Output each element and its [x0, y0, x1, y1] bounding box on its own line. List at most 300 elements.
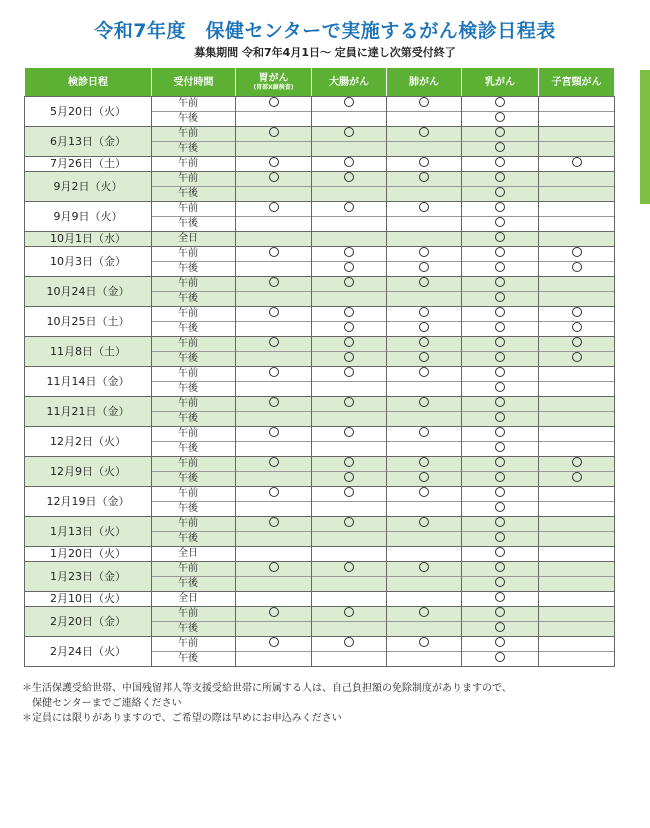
available-mark-icon	[344, 487, 354, 497]
availability-cell	[462, 607, 539, 622]
reception-time: 午後	[152, 352, 236, 367]
reception-time: 午後	[152, 382, 236, 397]
availability-cell	[236, 217, 312, 232]
availability-cell	[387, 172, 462, 187]
availability-cell	[462, 442, 539, 457]
available-mark-icon	[495, 337, 505, 347]
availability-cell	[539, 262, 615, 277]
available-mark-icon	[495, 622, 505, 632]
schedule-date: 6月13日（金）	[25, 127, 152, 157]
availability-cell	[539, 112, 615, 127]
availability-cell	[387, 517, 462, 532]
availability-cell	[539, 622, 615, 637]
availability-cell	[462, 292, 539, 307]
available-mark-icon	[269, 562, 279, 572]
availability-cell	[387, 487, 462, 502]
availability-cell	[539, 367, 615, 382]
availability-cell	[462, 307, 539, 322]
availability-cell	[236, 277, 312, 292]
availability-cell	[539, 127, 615, 142]
availability-cell	[462, 337, 539, 352]
availability-cell	[387, 607, 462, 622]
available-mark-icon	[572, 157, 582, 167]
schedule-body	[25, 97, 615, 667]
available-mark-icon	[495, 382, 505, 392]
schedule-date: 9月9日（火）	[25, 202, 152, 232]
available-mark-icon	[344, 277, 354, 287]
availability-cell	[236, 142, 312, 157]
availability-cell	[236, 127, 312, 142]
reception-time: 全日	[152, 592, 236, 607]
availability-cell	[312, 292, 387, 307]
availability-cell	[312, 97, 387, 112]
available-mark-icon	[495, 232, 505, 242]
availability-cell	[387, 382, 462, 397]
available-mark-icon	[419, 517, 429, 527]
available-mark-icon	[495, 637, 505, 647]
table-row	[25, 637, 615, 652]
availability-cell	[462, 247, 539, 262]
table-row	[25, 127, 615, 142]
availability-cell	[312, 622, 387, 637]
availability-cell	[312, 457, 387, 472]
available-mark-icon	[419, 352, 429, 362]
table-row	[25, 337, 615, 352]
schedule-date: 2月20日（金）	[25, 607, 152, 637]
available-mark-icon	[419, 457, 429, 467]
availability-cell	[387, 337, 462, 352]
availability-cell	[539, 232, 615, 247]
schedule-date: 12月2日（火）	[25, 427, 152, 457]
availability-cell	[539, 427, 615, 442]
availability-cell	[312, 652, 387, 667]
available-mark-icon	[495, 577, 505, 587]
availability-cell	[539, 502, 615, 517]
reception-time: 午前	[152, 247, 236, 262]
availability-cell	[387, 232, 462, 247]
availability-cell	[312, 592, 387, 607]
schedule-date: 10月3日（金）	[25, 247, 152, 277]
availability-cell	[462, 517, 539, 532]
available-mark-icon	[495, 322, 505, 332]
availability-cell	[387, 142, 462, 157]
availability-cell	[387, 262, 462, 277]
available-mark-icon	[495, 172, 505, 182]
availability-cell	[539, 337, 615, 352]
header-stomach-label: 胃がん	[258, 72, 289, 84]
schedule-date: 5月20日（火）	[25, 97, 152, 127]
available-mark-icon	[269, 172, 279, 182]
availability-cell	[462, 487, 539, 502]
availability-cell	[539, 187, 615, 202]
reception-time: 午前	[152, 457, 236, 472]
available-mark-icon	[419, 607, 429, 617]
availability-cell	[539, 487, 615, 502]
availability-cell	[312, 607, 387, 622]
reception-time: 午後	[152, 652, 236, 667]
available-mark-icon	[344, 247, 354, 257]
reception-time: 午後	[152, 502, 236, 517]
available-mark-icon	[419, 337, 429, 347]
available-mark-icon	[344, 472, 354, 482]
available-mark-icon	[419, 367, 429, 377]
available-mark-icon	[269, 367, 279, 377]
reception-time: 午前	[152, 172, 236, 187]
schedule-date: 11月8日（土）	[25, 337, 152, 367]
availability-cell	[539, 577, 615, 592]
availability-cell	[312, 367, 387, 382]
available-mark-icon	[495, 112, 505, 122]
availability-cell	[312, 217, 387, 232]
available-mark-icon	[419, 247, 429, 257]
note-exemption: ＊生活保護受給世帯、中国残留邦人等支援受給世帯に所属する人は、自己負担額の免除制度がありますので、	[22, 683, 512, 694]
available-mark-icon	[495, 277, 505, 287]
availability-cell	[312, 637, 387, 652]
available-mark-icon	[269, 487, 279, 497]
schedule-table	[24, 67, 615, 667]
available-mark-icon	[495, 367, 505, 377]
availability-cell	[462, 367, 539, 382]
available-mark-icon	[344, 352, 354, 362]
available-mark-icon	[495, 247, 505, 257]
availability-cell	[462, 412, 539, 427]
availability-cell	[462, 232, 539, 247]
availability-cell	[539, 517, 615, 532]
availability-cell	[539, 307, 615, 322]
availability-cell	[462, 187, 539, 202]
availability-cell	[312, 502, 387, 517]
available-mark-icon	[495, 97, 505, 107]
availability-cell	[387, 367, 462, 382]
availability-cell	[462, 262, 539, 277]
availability-cell	[236, 97, 312, 112]
availability-cell	[462, 127, 539, 142]
table-row	[25, 97, 615, 112]
availability-cell	[462, 472, 539, 487]
available-mark-icon	[419, 322, 429, 332]
available-mark-icon	[495, 202, 505, 212]
availability-cell	[387, 592, 462, 607]
table-row	[25, 307, 615, 322]
available-mark-icon	[495, 427, 505, 437]
available-mark-icon	[419, 307, 429, 317]
available-mark-icon	[572, 352, 582, 362]
schedule-date: 10月24日（金）	[25, 277, 152, 307]
availability-cell	[312, 202, 387, 217]
available-mark-icon	[419, 202, 429, 212]
table-row	[25, 367, 615, 382]
available-mark-icon	[572, 457, 582, 467]
header-lung: 肺がん	[387, 68, 462, 97]
available-mark-icon	[269, 457, 279, 467]
availability-cell	[312, 472, 387, 487]
available-mark-icon	[344, 517, 354, 527]
availability-cell	[236, 262, 312, 277]
availability-cell	[539, 562, 615, 577]
available-mark-icon	[419, 277, 429, 287]
availability-cell	[236, 397, 312, 412]
table-row	[25, 487, 615, 502]
available-mark-icon	[495, 562, 505, 572]
table-row	[25, 157, 615, 172]
availability-cell	[236, 487, 312, 502]
available-mark-icon	[344, 562, 354, 572]
table-row	[25, 517, 615, 532]
available-mark-icon	[269, 307, 279, 317]
notes	[22, 681, 512, 726]
availability-cell	[462, 502, 539, 517]
availability-cell	[387, 97, 462, 112]
availability-cell	[236, 427, 312, 442]
table-row	[25, 247, 615, 262]
availability-cell	[462, 622, 539, 637]
available-mark-icon	[344, 637, 354, 647]
available-mark-icon	[495, 502, 505, 512]
availability-cell	[462, 217, 539, 232]
availability-cell	[387, 247, 462, 262]
reception-time: 午後	[152, 187, 236, 202]
availability-cell	[236, 472, 312, 487]
availability-cell	[236, 232, 312, 247]
available-mark-icon	[269, 247, 279, 257]
available-mark-icon	[269, 127, 279, 137]
reception-time: 全日	[152, 232, 236, 247]
schedule-date: 10月25日（土）	[25, 307, 152, 337]
schedule-date: 1月20日（火）	[25, 547, 152, 562]
page-title: 令和7年度 保健センターで実施するがん検診日程表	[94, 20, 556, 42]
availability-cell	[539, 202, 615, 217]
availability-cell	[387, 502, 462, 517]
reception-time: 午前	[152, 367, 236, 382]
available-mark-icon	[495, 442, 505, 452]
available-mark-icon	[572, 337, 582, 347]
availability-cell	[539, 157, 615, 172]
availability-cell	[312, 172, 387, 187]
availability-cell	[462, 652, 539, 667]
availability-cell	[312, 157, 387, 172]
availability-cell	[236, 187, 312, 202]
availability-cell	[312, 487, 387, 502]
reception-time: 午後	[152, 442, 236, 457]
header-date: 検診日程	[25, 68, 152, 97]
availability-cell	[462, 532, 539, 547]
available-mark-icon	[495, 142, 505, 152]
availability-cell	[462, 142, 539, 157]
note-capacity: ＊定員には限りがありますので、ご希望の際は早めにお申込みください	[22, 713, 342, 724]
table-row	[25, 232, 615, 247]
availability-cell	[236, 532, 312, 547]
available-mark-icon	[495, 472, 505, 482]
available-mark-icon	[495, 217, 505, 227]
table-row	[25, 457, 615, 472]
availability-cell	[236, 652, 312, 667]
reception-time: 午後	[152, 322, 236, 337]
reception-time: 午後	[152, 472, 236, 487]
reception-time: 午前	[152, 397, 236, 412]
available-mark-icon	[419, 127, 429, 137]
availability-cell	[387, 412, 462, 427]
availability-cell	[236, 577, 312, 592]
header-stomach	[236, 68, 312, 97]
table-row	[25, 202, 615, 217]
reception-time: 午前	[152, 607, 236, 622]
availability-cell	[236, 172, 312, 187]
availability-cell	[387, 277, 462, 292]
availability-cell	[387, 442, 462, 457]
reception-time: 午後	[152, 622, 236, 637]
available-mark-icon	[572, 472, 582, 482]
available-mark-icon	[495, 607, 505, 617]
available-mark-icon	[495, 292, 505, 302]
available-mark-icon	[495, 262, 505, 272]
availability-cell	[539, 247, 615, 262]
availability-cell	[462, 397, 539, 412]
schedule-date: 11月21日（金）	[25, 397, 152, 427]
availability-cell	[462, 352, 539, 367]
note-exemption-contact: 保健センターまでご連絡ください	[32, 698, 182, 709]
availability-cell	[539, 172, 615, 187]
availability-cell	[539, 442, 615, 457]
reception-time: 午後	[152, 292, 236, 307]
available-mark-icon	[419, 487, 429, 497]
availability-cell	[236, 637, 312, 652]
table-row	[25, 397, 615, 412]
available-mark-icon	[495, 532, 505, 542]
availability-cell	[462, 547, 539, 562]
schedule-date: 9月2日（火）	[25, 172, 152, 202]
availability-cell	[387, 127, 462, 142]
availability-cell	[539, 292, 615, 307]
available-mark-icon	[344, 97, 354, 107]
available-mark-icon	[419, 562, 429, 572]
available-mark-icon	[269, 97, 279, 107]
available-mark-icon	[495, 592, 505, 602]
availability-cell	[539, 97, 615, 112]
availability-cell	[539, 592, 615, 607]
available-mark-icon	[344, 607, 354, 617]
availability-cell	[539, 457, 615, 472]
availability-cell	[236, 517, 312, 532]
availability-cell	[539, 352, 615, 367]
availability-cell	[387, 397, 462, 412]
availability-cell	[387, 322, 462, 337]
reception-time: 午後	[152, 142, 236, 157]
available-mark-icon	[419, 97, 429, 107]
available-mark-icon	[269, 202, 279, 212]
availability-cell	[236, 157, 312, 172]
table-row	[25, 562, 615, 577]
side-tab-marker	[640, 70, 650, 204]
availability-cell	[462, 592, 539, 607]
available-mark-icon	[419, 397, 429, 407]
availability-cell	[236, 442, 312, 457]
availability-cell	[387, 307, 462, 322]
table-row	[25, 592, 615, 607]
available-mark-icon	[419, 262, 429, 272]
availability-cell	[312, 517, 387, 532]
available-mark-icon	[344, 307, 354, 317]
schedule-date: 12月9日（火）	[25, 457, 152, 487]
availability-cell	[236, 412, 312, 427]
schedule-date: 12月19日（金）	[25, 487, 152, 517]
reception-time: 午前	[152, 487, 236, 502]
schedule-date: 10月1日（水）	[25, 232, 152, 247]
schedule-date: 1月13日（火）	[25, 517, 152, 547]
availability-cell	[312, 547, 387, 562]
availability-cell	[539, 217, 615, 232]
availability-cell	[462, 322, 539, 337]
availability-cell	[236, 307, 312, 322]
recruitment-period: 募集期間 令和7年4月1日～ 定員に達し次第受付終了	[194, 46, 456, 59]
available-mark-icon	[269, 337, 279, 347]
available-mark-icon	[344, 127, 354, 137]
availability-cell	[312, 142, 387, 157]
available-mark-icon	[344, 262, 354, 272]
reception-time: 午前	[152, 637, 236, 652]
header-row	[25, 68, 615, 97]
availability-cell	[236, 367, 312, 382]
availability-cell	[236, 592, 312, 607]
availability-cell	[236, 322, 312, 337]
availability-cell	[462, 562, 539, 577]
availability-cell	[387, 547, 462, 562]
availability-cell	[462, 457, 539, 472]
availability-cell	[462, 112, 539, 127]
availability-cell	[236, 337, 312, 352]
reception-time: 午前	[152, 97, 236, 112]
schedule-date: 1月23日（金）	[25, 562, 152, 592]
reception-time: 午前	[152, 307, 236, 322]
table-row	[25, 607, 615, 622]
available-mark-icon	[344, 202, 354, 212]
header-colon: 大腸がん	[312, 68, 387, 97]
availability-cell	[312, 562, 387, 577]
reception-time: 午後	[152, 412, 236, 427]
reception-time: 午後	[152, 262, 236, 277]
reception-time: 全日	[152, 547, 236, 562]
availability-cell	[387, 187, 462, 202]
availability-cell	[236, 562, 312, 577]
availability-cell	[387, 457, 462, 472]
availability-cell	[539, 382, 615, 397]
availability-cell	[387, 202, 462, 217]
availability-cell	[387, 427, 462, 442]
available-mark-icon	[572, 322, 582, 332]
availability-cell	[312, 382, 387, 397]
available-mark-icon	[495, 412, 505, 422]
availability-cell	[539, 652, 615, 667]
availability-cell	[312, 397, 387, 412]
reception-time: 午後	[152, 532, 236, 547]
available-mark-icon	[419, 157, 429, 167]
available-mark-icon	[419, 172, 429, 182]
availability-cell	[312, 232, 387, 247]
availability-cell	[236, 202, 312, 217]
availability-cell	[462, 202, 539, 217]
availability-cell	[387, 157, 462, 172]
availability-cell	[539, 397, 615, 412]
available-mark-icon	[269, 157, 279, 167]
availability-cell	[387, 472, 462, 487]
availability-cell	[312, 127, 387, 142]
availability-cell	[387, 562, 462, 577]
availability-cell	[387, 352, 462, 367]
availability-cell	[539, 277, 615, 292]
availability-cell	[462, 577, 539, 592]
schedule-date: 2月10日（火）	[25, 592, 152, 607]
available-mark-icon	[419, 427, 429, 437]
reception-time: 午前	[152, 427, 236, 442]
